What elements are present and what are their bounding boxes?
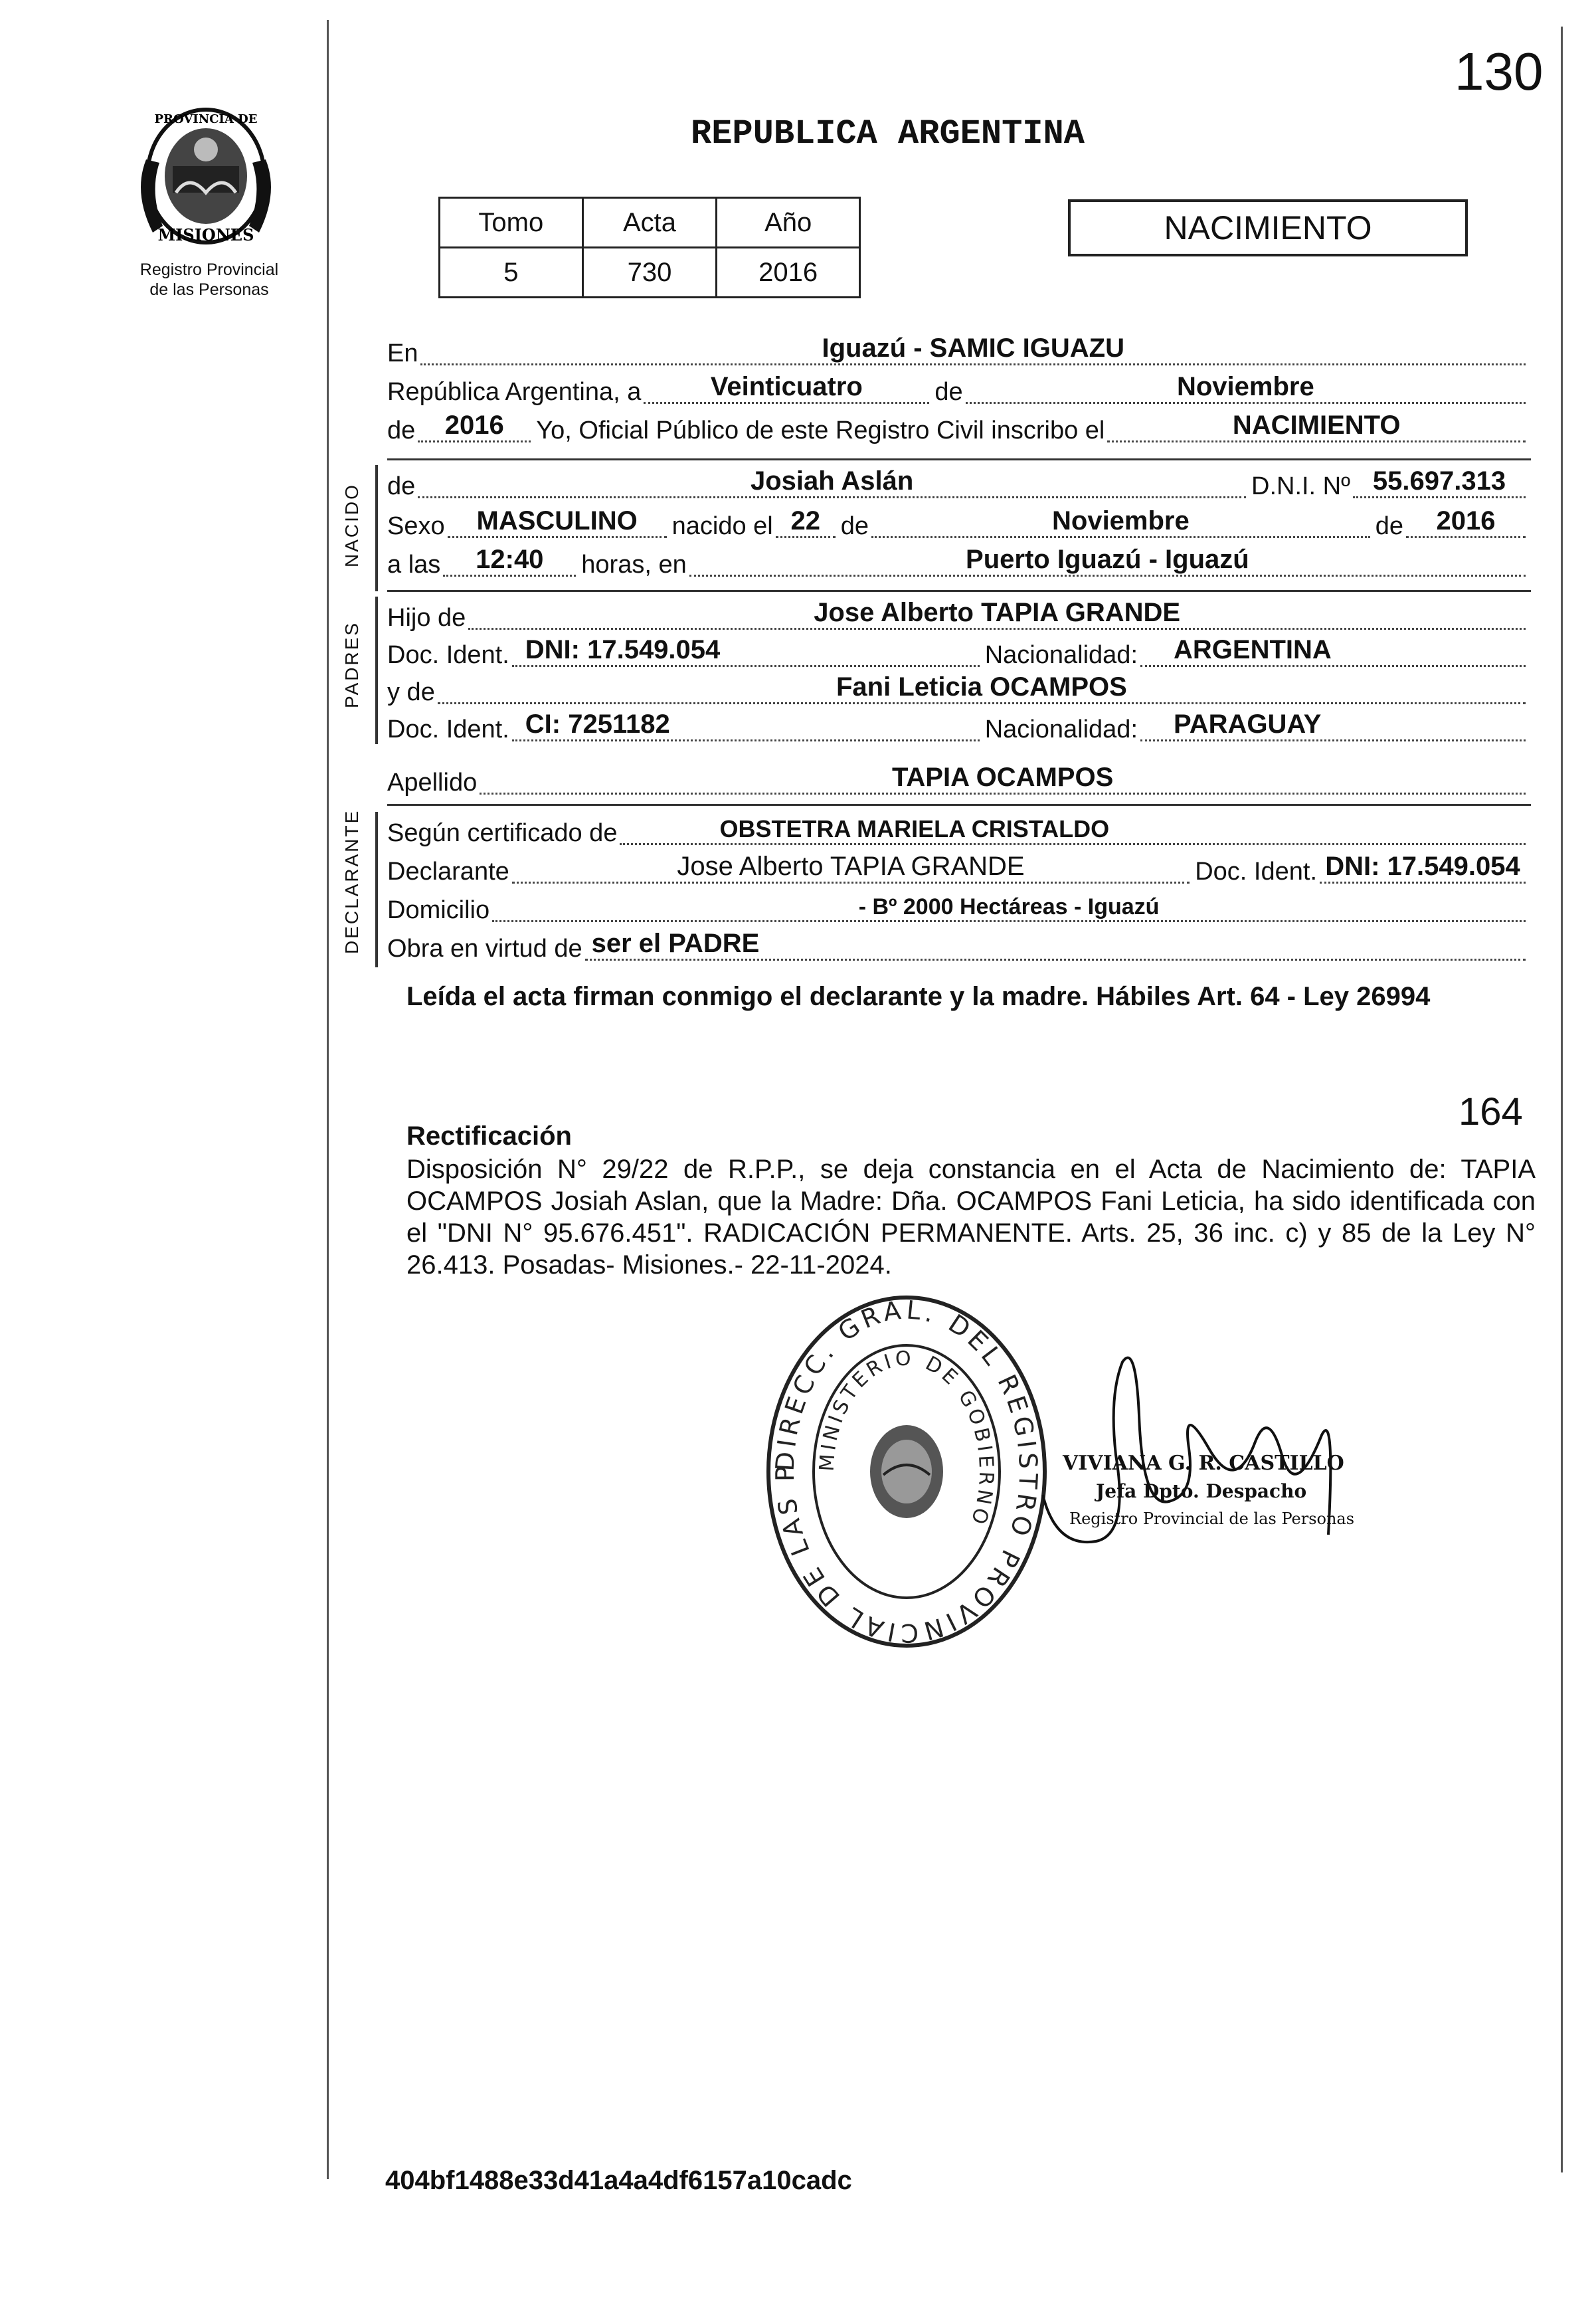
child-dni: 55.697.313 bbox=[1372, 466, 1506, 496]
officer-text: Yo, Oficial Público de este Registro Civil inscribo el bbox=[536, 417, 1105, 444]
certificado-value: OBSTETRA MARIELA CRISTALDO bbox=[719, 815, 1110, 842]
mother-name: Fani Leticia OCAMPOS bbox=[836, 672, 1127, 702]
row-declarante bbox=[387, 850, 1531, 889]
right-margin-line bbox=[1561, 27, 1563, 2172]
separator-2 bbox=[387, 590, 1531, 592]
page-number-2: 164 bbox=[1459, 1090, 1523, 1133]
declarante-bracket bbox=[375, 812, 378, 967]
svg-text:PROVINCIA DE: PROVINCIA DE bbox=[154, 112, 258, 126]
province-logo bbox=[126, 93, 286, 259]
row-fecha bbox=[387, 371, 1531, 409]
declarante-side-label: DECLARANTE bbox=[341, 809, 362, 954]
rectificacion-body: Disposición N° 29/22 de R.P.P., se deja constancia en el Acta de Nacimiento de: TAPIA OCAMPOS Josiah Aslan, que la Madre: Dña. OCAMPOS Fani Leticia, ha sido identificada con el "DNI N° 95.676.451". RADICACIÓN PERMANENTE. Arts. 25, 36 inc. c) y 85 de la Ley N° 26.413. Posadas- Misiones.- 22-11-2024. bbox=[406, 1155, 1536, 1280]
row-father-doc bbox=[387, 634, 1531, 672]
logo-caption-2: de las Personas bbox=[149, 280, 269, 299]
separator-3 bbox=[387, 804, 1531, 806]
certificado-label: Según certificado de bbox=[387, 819, 618, 847]
a-las-label: a las bbox=[387, 551, 441, 579]
signer-role: Jefa Dpto. Despacho bbox=[1096, 1480, 1307, 1502]
acta-value: 730 bbox=[582, 248, 717, 298]
horas-en-label: horas, en bbox=[581, 551, 687, 579]
stamp-inner-text: MINISTERIO DE GOBIERNO bbox=[815, 1347, 998, 1530]
de-label-2: de bbox=[387, 417, 416, 444]
row-en bbox=[387, 332, 1531, 371]
inscribe-value: NACIMIENTO bbox=[1232, 411, 1401, 440]
obra-value: ser el PADRE bbox=[591, 929, 760, 958]
mother-nac-label: Nacionalidad: bbox=[984, 716, 1138, 743]
birth-year: 2016 bbox=[1436, 506, 1496, 535]
row-sexo bbox=[387, 505, 1531, 543]
nacido-el-label: nacido el bbox=[671, 512, 773, 540]
tomo-value: 5 bbox=[440, 248, 583, 298]
tomo-header: Tomo bbox=[440, 198, 583, 248]
row-obra bbox=[387, 927, 1531, 966]
declarante-value: Jose Alberto TAPIA GRANDE bbox=[677, 852, 1025, 881]
birth-day: 22 bbox=[790, 506, 820, 535]
father-doc-label: Doc. Ident. bbox=[387, 641, 509, 669]
stamp-outer-text: DIRECC. GRAL. DEL REGISTRO PROVINCIAL DE LAS P bbox=[770, 1296, 1043, 1648]
act-type-box bbox=[1068, 199, 1468, 256]
svg-text:MISIONES: MISIONES bbox=[157, 225, 254, 244]
row-domicilio bbox=[387, 889, 1531, 927]
declarante-doc: DNI: 17.549.054 bbox=[1325, 852, 1520, 881]
mother-nationality: PARAGUAY bbox=[1174, 710, 1322, 739]
nacido-de-label: de bbox=[387, 472, 416, 500]
sexo-value: MASCULINO bbox=[476, 506, 638, 535]
row-certificado bbox=[387, 812, 1531, 850]
father-nac-label: Nacionalidad: bbox=[984, 641, 1138, 669]
rectificacion-title: Rectificación bbox=[406, 1121, 572, 1151]
en-label: En bbox=[387, 339, 418, 367]
apellido-label: Apellido bbox=[387, 769, 478, 797]
child-name: Josiah Aslán bbox=[751, 466, 914, 496]
anio-value: 2016 bbox=[717, 248, 860, 298]
page-number: 130 bbox=[1455, 42, 1544, 101]
mother-doc: CI: 7251182 bbox=[525, 710, 670, 739]
acta-header: Acta bbox=[582, 198, 717, 248]
row-year bbox=[387, 409, 1531, 448]
year-value: 2016 bbox=[444, 411, 504, 440]
declarante-label: Declarante bbox=[387, 858, 509, 886]
padres-side-label: PADRES bbox=[341, 621, 362, 708]
closing-text: Leída el acta firman conmigo el declarante y la madre. Hábiles Art. 64 - Ley 26994 bbox=[406, 982, 1431, 1011]
logo-caption-1: Registro Provincial bbox=[139, 260, 279, 279]
apellido-value: TAPIA OCAMPOS bbox=[891, 763, 1114, 792]
row-nacido-name bbox=[387, 465, 1531, 504]
separator-1 bbox=[387, 458, 1531, 460]
obra-label: Obra en virtud de bbox=[387, 935, 582, 963]
official-stamp bbox=[764, 1296, 1049, 1648]
month-value: Noviembre bbox=[1176, 372, 1314, 401]
left-margin-line bbox=[327, 20, 329, 2179]
row-mother-doc bbox=[387, 708, 1531, 747]
signer-name: VIVIANA G. R. CASTILLO bbox=[1063, 1452, 1344, 1475]
row-apellido bbox=[387, 761, 1531, 800]
nacido-side-label: NACIDO bbox=[341, 483, 362, 567]
father-name: Jose Alberto TAPIA GRANDE bbox=[814, 598, 1181, 627]
declarante-doc-label: Doc. Ident. bbox=[1195, 858, 1317, 886]
mother-doc-label: Doc. Ident. bbox=[387, 716, 509, 743]
hijo-de-label: Hijo de bbox=[387, 604, 466, 632]
document-hash: 404bf1488e33d41a4a4df6157a10cadc bbox=[385, 2166, 852, 2195]
padres-bracket bbox=[375, 597, 378, 744]
de-label: de bbox=[934, 378, 963, 406]
anio-header: Año bbox=[717, 198, 860, 248]
en-value: Iguazú - SAMIC IGUAZU bbox=[822, 334, 1124, 363]
record-table bbox=[438, 197, 861, 298]
sexo-label: Sexo bbox=[387, 512, 445, 540]
act-type: NACIMIENTO bbox=[1164, 209, 1372, 246]
domicilio-label: Domicilio bbox=[387, 896, 490, 924]
row-hora bbox=[387, 543, 1531, 582]
y-de-label: y de bbox=[387, 678, 435, 706]
document-title: REPUBLICA ARGENTINA bbox=[691, 114, 1085, 153]
row-father bbox=[387, 597, 1531, 635]
domicilio-value: - Bº 2000 Hectáreas - Iguazú bbox=[858, 894, 1160, 919]
father-doc: DNI: 17.549.054 bbox=[525, 635, 721, 664]
day-words: Veinticuatro bbox=[710, 372, 863, 401]
nacido-bracket bbox=[375, 465, 378, 591]
birth-month: Noviembre bbox=[1052, 506, 1190, 535]
de-label-4: de bbox=[1375, 512, 1403, 540]
birth-time: 12:40 bbox=[476, 545, 544, 574]
de-label-3: de bbox=[840, 512, 869, 540]
row-mother bbox=[387, 671, 1531, 710]
republica-label: República Argentina, a bbox=[387, 378, 642, 406]
birth-place: Puerto Iguazú - Iguazú bbox=[966, 545, 1249, 574]
father-nationality: ARGENTINA bbox=[1174, 635, 1332, 664]
dni-label: D.N.I. Nº bbox=[1251, 472, 1350, 500]
signer-org: Registro Provincial de las Personas bbox=[1069, 1509, 1355, 1528]
misiones-seal-icon bbox=[126, 93, 286, 259]
